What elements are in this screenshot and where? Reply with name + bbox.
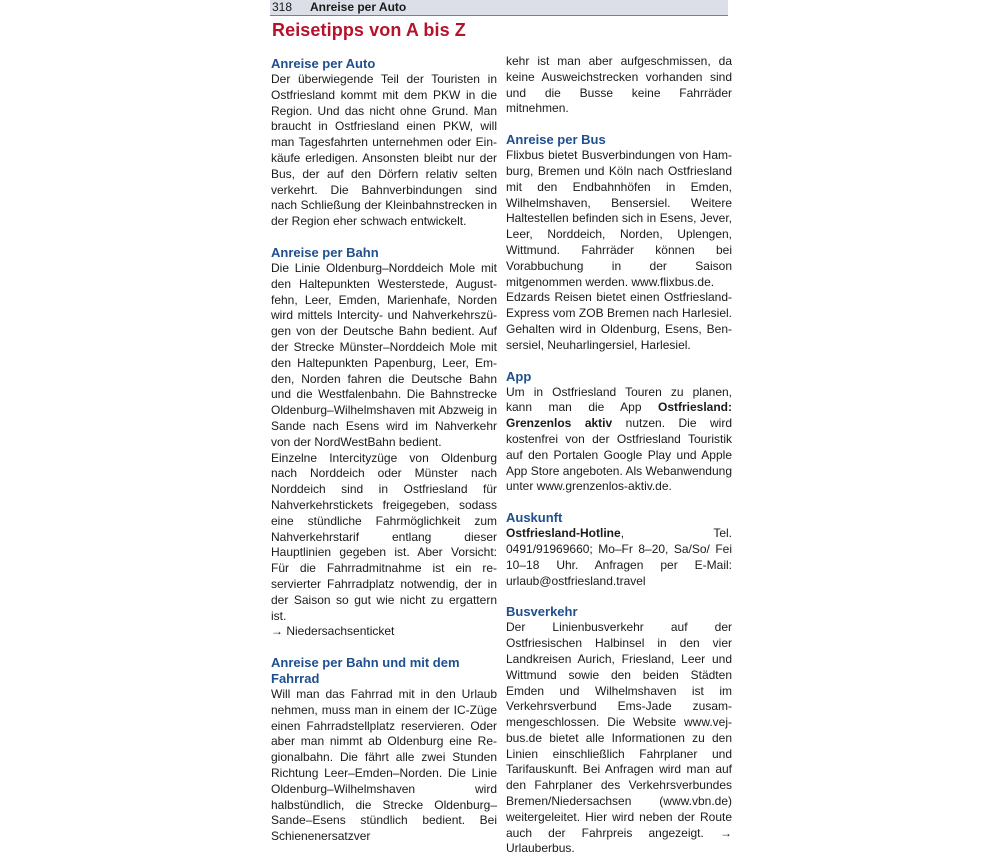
paragraph-anreise-auto: Der überwiegende Teil der Touristen in Ostfriesland kommt mit dem PKW in die Region. Und das nicht ohne Grund. Man braucht in Ostfriesland einen PKW, will man Tagesfahrten unternehmen oder Einkäufe erledigen. Ansonsten bleibt nur der Bus, der auf den Dörfern relativ selten verkehrt. Die Bahnverbindungen sind nach Schließung der Kleinbahnstrecken in der Region eher schwach entwickelt. (271, 72, 497, 229)
heading-anreise-auto: Anreise per Auto (271, 56, 376, 71)
running-head-title: Anreise per Auto (310, 0, 407, 14)
app-text-after: nutzen. Die wird kostenfrei von der Ostfriesland Touristik auf den Portalen Google Play und Apple App Store angeboten. Als Webanwendung unter www.grenzenlos-aktiv.de. (506, 416, 732, 494)
heading-anreise-bahn-fahrrad: Anreise per Bahn und mit dem Fahrrad (271, 655, 460, 687)
right-column (506, 54, 732, 857)
paragraph-anreise-bus-1: Flixbus bietet Busverbindungen von Hamburg, Bremen und Köln nach Ostfriesland mit den Endbahnhöfen in Emden, Wilhelmshaven, Bensersiel. Weitere Haltestellen befinden sich in Esens, Jever, Leer, Norddeich, Norden, Uplengen, Wittmund. Fahrräder können bei Vorabbuchung in der Saison mitgenommen werden. www.flixbus.de. (506, 148, 732, 289)
heading-auskunft: Auskunft (506, 510, 563, 526)
left-column (271, 56, 497, 845)
paragraph-anreise-bahn-2: Einzelne Intercityzüge von Oldenburg nach Norddeich oder Münster nach Norddeich sind in Ostfriesland für Nahverkehrstickets freigegeben, sodass eine stündliche Fahrmöglichkeit zum Nahverkehrstarif entlang dieser Hauptlinien gegeben ist. Aber Vorsicht: Für die Fahrradmitnahme ist ein reservierter Fahrradplatz notwendig, der in der Saison so gut wie nicht zu ergattern ist. (271, 450, 497, 623)
busverkehr-text: Der Linienbusverkehr auf der Ostfriesischen Halbinsel in den vier Landkreisen Aurich, Friesland, Leer und Wittmund sowie den beiden Städten Emden und Wilhelmshaven ist im Verkehrsverbund Ems-Jade zusammengeschlossen. Die Website www.vej-bus.de bietet alle Informationen zu den Linien einschließlich Fahrplaner und Tarifauskunft. Bei Anfragen wird man auf den Fahrplaner des Verkehrsverbundes Bremen/Niedersachsen (www.vbn.de) weitergeleitet. Hier wird neben der Route auch der Fahrpreis angezeigt. (506, 620, 732, 840)
chapter-title: Reisetipps von A bis Z (272, 20, 466, 40)
auskunft-text: , Tel. 0491/91969660; Mo–Fr 8–20, Sa/So/ Fei 10–18 Uhr. Anfragen per E-Mail: urlaub@ostfriesland.travel (506, 526, 732, 588)
xref-niedersachsenticket: → Niedersachsenticket (271, 624, 395, 639)
paragraph-app (506, 385, 732, 496)
running-head (270, 0, 728, 16)
page-number: 318 (272, 0, 293, 14)
heading-anreise-bus: Anreise per Bus (506, 132, 606, 148)
book-page (270, 0, 732, 856)
hotline-label: Ostfriesland-Hotline (506, 526, 621, 541)
paragraph-anreise-bahn-1: Die Linie Oldenburg–Norddeich Mole mit den Haltepunkten Westerstede, Augustfehn, Leer, Emden, Marienhafe, Norden wird mittels Intercity- und Nahverkehrszügen von der Deutsche Bahn bedient. Auf der Strecke Münster–Norddeich Mole mit den Haltepunkten Papenburg, Leer, Emden, Norden fahren die Deutsche Bahn und die Westfalenbahn. Die Bahnstrecke Oldenburg–Wilhelmshaven mit Abzweig in Sande nach Esens wird im Nahverkehr von der NordWestBahn bedient. (271, 260, 497, 449)
heading-anreise-bahn: Anreise per Bahn (271, 244, 379, 260)
paragraph-busverkehr (506, 620, 732, 857)
xref-urlauberbus: → Urlauberbus. (506, 825, 732, 856)
paragraph-anreise-bahn-fahrrad: Will man das Fahrrad mit in den Urlaub nehmen, muss man in einem der IC-Züge einen Fahrradstellplatz reservieren. Oder aber man nimmt ab Oldenburg eine Regionalbahn. Die fährt alle zwei Stunden Richtung Leer–Emden–Norden. Die Linie Oldenburg–Wilhelmshaven wird halbstündlich, die Strecke Oldenburg–Sande–Esens stündlich bedient. Bei Schienenersatzver (271, 687, 497, 844)
app-name: Ostfriesland: Grenzenlos aktiv (506, 400, 732, 431)
heading-app: App (506, 368, 532, 384)
app-text-before: Um in Ostfriesland Touren zu planen, kann man die App (506, 384, 732, 415)
paragraph-anreise-bus-2: Edzards Reisen bietet einen OstfrieslandExpress vom ZOB Bremen nach Harlesiel. Gehalten wird in Oldenburg, Esens, Bensersiel, Neuharlingersiel, Harlesiel. (506, 290, 732, 352)
paragraph-continuation: kehr ist man aber aufgeschmissen, da keine Ausweichstrecken vorhanden sind und die Busse keine Fahrräder mitnehmen. (506, 54, 732, 116)
paragraph-auskunft (506, 526, 732, 589)
heading-busverkehr: Busverkehr (506, 604, 578, 620)
